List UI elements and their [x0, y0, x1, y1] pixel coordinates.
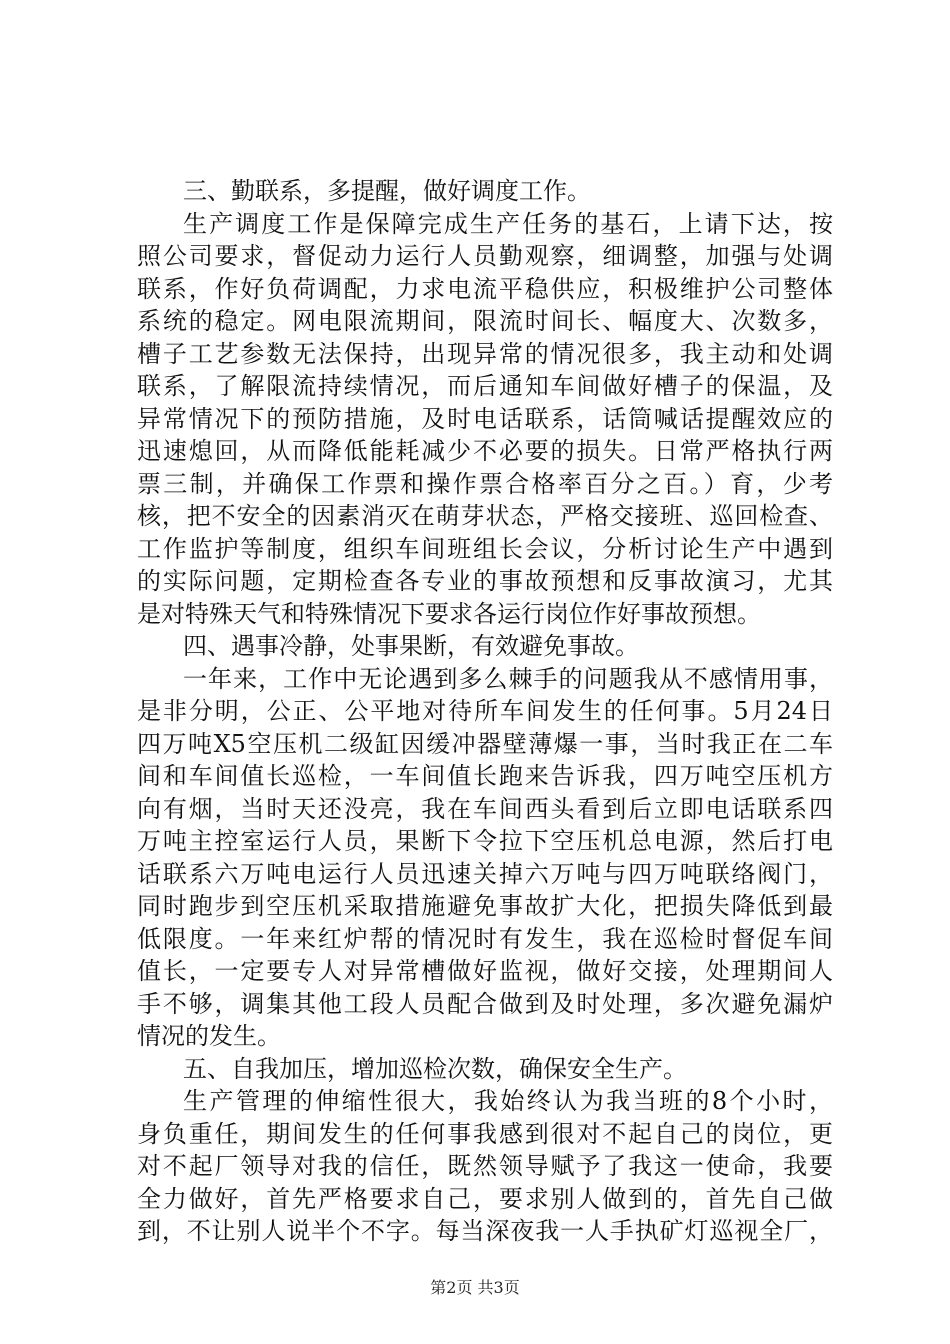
section-heading: 四、遇事冷静，处事果断，有效避免事故。: [183, 632, 639, 660]
paragraph-line: 核，把不安全的因素消灭在萌芽状态，严格交接班、巡回检查、: [137, 502, 833, 530]
paragraph-line: 到，不让别人说半个不字。每当深夜我一人手执矿灯巡视全厂，: [137, 1217, 833, 1245]
paragraph-line: 生产管理的伸缩性很大，我始终认为我当班的8个小时，: [183, 1087, 833, 1115]
paragraph-line: 是对特殊天气和特殊情况下要求各运行岗位作好事故预想。: [137, 599, 761, 628]
paragraph-line: 话联系六万吨电运行人员迅速关掉六万吨与四万吨联络阀门，: [137, 859, 833, 888]
paragraph-line: 一年来，工作中无论遇到多么棘手的问题我从不感情用事，: [183, 664, 833, 693]
page-number-footer: 第2页 共3页: [430, 1278, 520, 1297]
paragraph-line: 四万吨X5空压机二级缸因缓冲器壁薄爆一事，当时我正在二车: [137, 729, 833, 758]
paragraph-line: 低限度。一年来红炉帮的情况时有发生，我在巡检时督促车间: [137, 924, 833, 953]
paragraph-line: 情况的发生。: [137, 1022, 281, 1050]
paragraph-line: 手不够，调集其他工段人员配合做到及时处理，多次避免漏炉: [137, 989, 833, 1018]
paragraph-line: 照公司要求，督促动力运行人员勤观察，细调整，加强与处调: [137, 242, 833, 270]
paragraph-line: 万吨主控室运行人员，果断下令拉下空压机总电源，然后打电: [137, 827, 833, 855]
paragraph-line: 全力做好，首先严格要求自己，要求别人做到的，首先自己做: [137, 1184, 833, 1213]
paragraph-line: 联系，作好负荷调配，力求电流平稳供应，积极维护公司整体: [137, 274, 833, 303]
paragraph-line: 系统的稳定。网电限流期间，限流时间长、幅度大、次数多，: [137, 307, 833, 335]
paragraph-line: 间和车间值长巡检，一车间值长跑来告诉我，四万吨空压机方: [137, 762, 833, 790]
paragraph-line: 值长，一定要专人对异常槽做好监视，做好交接，处理期间人: [137, 957, 833, 985]
paragraph-line: 槽子工艺参数无法保持，出现异常的情况很多，我主动和处调: [137, 339, 833, 368]
paragraph-line: 的实际问题，定期检查各专业的事故预想和反事故演习，尤其: [137, 567, 833, 595]
paragraph-line: 是非分明，公正、公平地对待所车间发生的任何事。5月24日: [137, 697, 833, 725]
paragraph-line: 生产调度工作是保障完成生产任务的基石，上请下达，按: [183, 209, 833, 238]
document-body: [137, 175, 833, 1248]
section-heading: 三、勤联系，多提醒，做好调度工作。: [183, 177, 591, 205]
paragraph-line: 工作监护等制度，组织车间班组长会议，分析讨论生产中遇到: [137, 534, 833, 563]
paragraph-line: 向有烟，当时天还没亮，我在车间西头看到后立即电话联系四: [137, 794, 833, 823]
paragraph-line: 身负重任，期间发生的任何事我感到很对不起自己的岗位，更: [137, 1119, 833, 1148]
paragraph-line: 联系，了解限流持续情况，而后通知车间做好槽子的保温，及: [137, 372, 833, 400]
paragraph-line: 迅速熄回，从而降低能耗减少不必要的损失。日常严格执行两: [137, 437, 833, 465]
paragraph-line: 对不起厂领导对我的信任，既然领导赋予了我这一使命，我要: [137, 1152, 833, 1180]
paragraph-line: 同时跑步到空压机采取措施避免事故扩大化，把损失降低到最: [137, 892, 833, 920]
section-heading: 五、自我加压，增加巡检次数，确保安全生产。: [183, 1054, 687, 1083]
paragraph-line: 票三制，并确保工作票和操作票合格率百分之百。）育，少考: [137, 469, 833, 498]
paragraph-line: 异常情况下的预防措施，及时电话联系，话筒喊话提醒效应的: [137, 404, 833, 433]
